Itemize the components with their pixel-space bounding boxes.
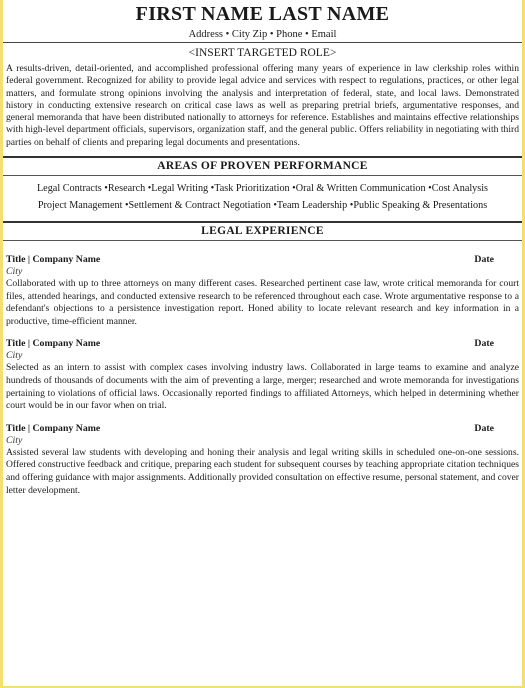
job-date: Date — [474, 422, 494, 434]
experience-section-header — [3, 221, 522, 241]
job-city: City — [6, 434, 23, 446]
job-title-company: Title | Company Name — [6, 254, 101, 266]
skills-line-2: Project Management •Settlement & Contract Negotiation •Team Leadership •Public Speaking & Presentations — [37, 199, 488, 211]
job-date: Date — [474, 338, 494, 350]
job-title-company: Title | Company Name — [6, 422, 101, 434]
performance-section-header — [3, 156, 522, 176]
performance-title: AREAS OF PROVEN PERFORMANCE — [157, 160, 368, 173]
job-entry — [3, 423, 522, 497]
job-entry — [3, 338, 522, 412]
job-header — [3, 423, 522, 435]
candidate-name: FIRST NAME LAST NAME — [135, 3, 390, 25]
header-divider — [3, 42, 522, 43]
job-title-company: Title | Company Name — [6, 338, 101, 350]
skills-list — [3, 176, 522, 214]
job-header — [3, 338, 522, 350]
job-header — [3, 254, 522, 266]
job-description: Collaborated with up to three attorneys on many different cases. Researched pertinent case law, wrote critical memoranda for court files, attended hearings, and conducted extensive research to be referenced throughout each case. Wrote argumentative response to a defendant's objections to a persistence investigation report. Honed ability to locate relevant research and key information in a productive, time-efficient manner. — [6, 278, 519, 327]
job-city: City — [6, 350, 23, 362]
experience-title: LEGAL EXPERIENCE — [201, 225, 324, 238]
contact-line: Address • City Zip • Phone • Email — [188, 29, 337, 40]
job-city: City — [6, 266, 23, 278]
targeted-role: <INSERT TARGETED ROLE> — [188, 47, 337, 59]
resume-page — [3, 0, 522, 686]
job-description: Assisted several law students with developing and honing their analysis and legal writing skills in scheduled one-on-one sessions. Offered constructive feedback and critique, preparing each student for subsequent courses by teaching appropriate citation techniques and offering guidance with major assignments. Additionally provided consultation on effective resume, personal statement, and cover letter development. — [6, 446, 519, 496]
skills-line-1: Legal Contracts •Research •Legal Writing •Task Prioritization •Oral & Written Communication •Cost Analysis — [36, 183, 489, 195]
job-date: Date — [474, 254, 494, 266]
summary-paragraph: A results-driven, detail-oriented, and accomplished professional offering many years of experience in law clerkship roles within federal government. Recognized for ability to provide legal advice and services with respect to regulations, practices, or other legal matters, and formulate strong opinions involving the analysis and interpretation of federal, state, and local laws. Demonstrated history in conducting extensive research on critical case laws as well as preparing pretrial briefs, argumentative responses, and general memoranda that have been distributed nationally to attorneys for reference. Establishes and maintains effective relationships with high-level department officials, supervisors, organization staff, and the general public. Offers reliability in negotiating with third parties on behalf of clients and preparing legal documents and presentations. — [6, 63, 519, 148]
job-entry — [3, 254, 522, 328]
job-description: Selected as an intern to assist with complex cases involving industry laws. Collaborated in large teams to examine and analyze hundreds of thousands of documents with the aim of preventing a large, merger; researched and wrote memoranda for investigations pertaining to violations of official laws. Occasionally reported findings to affiliated Attorneys, which helped in determining whether court would be in our favor when on trial. — [6, 362, 519, 412]
